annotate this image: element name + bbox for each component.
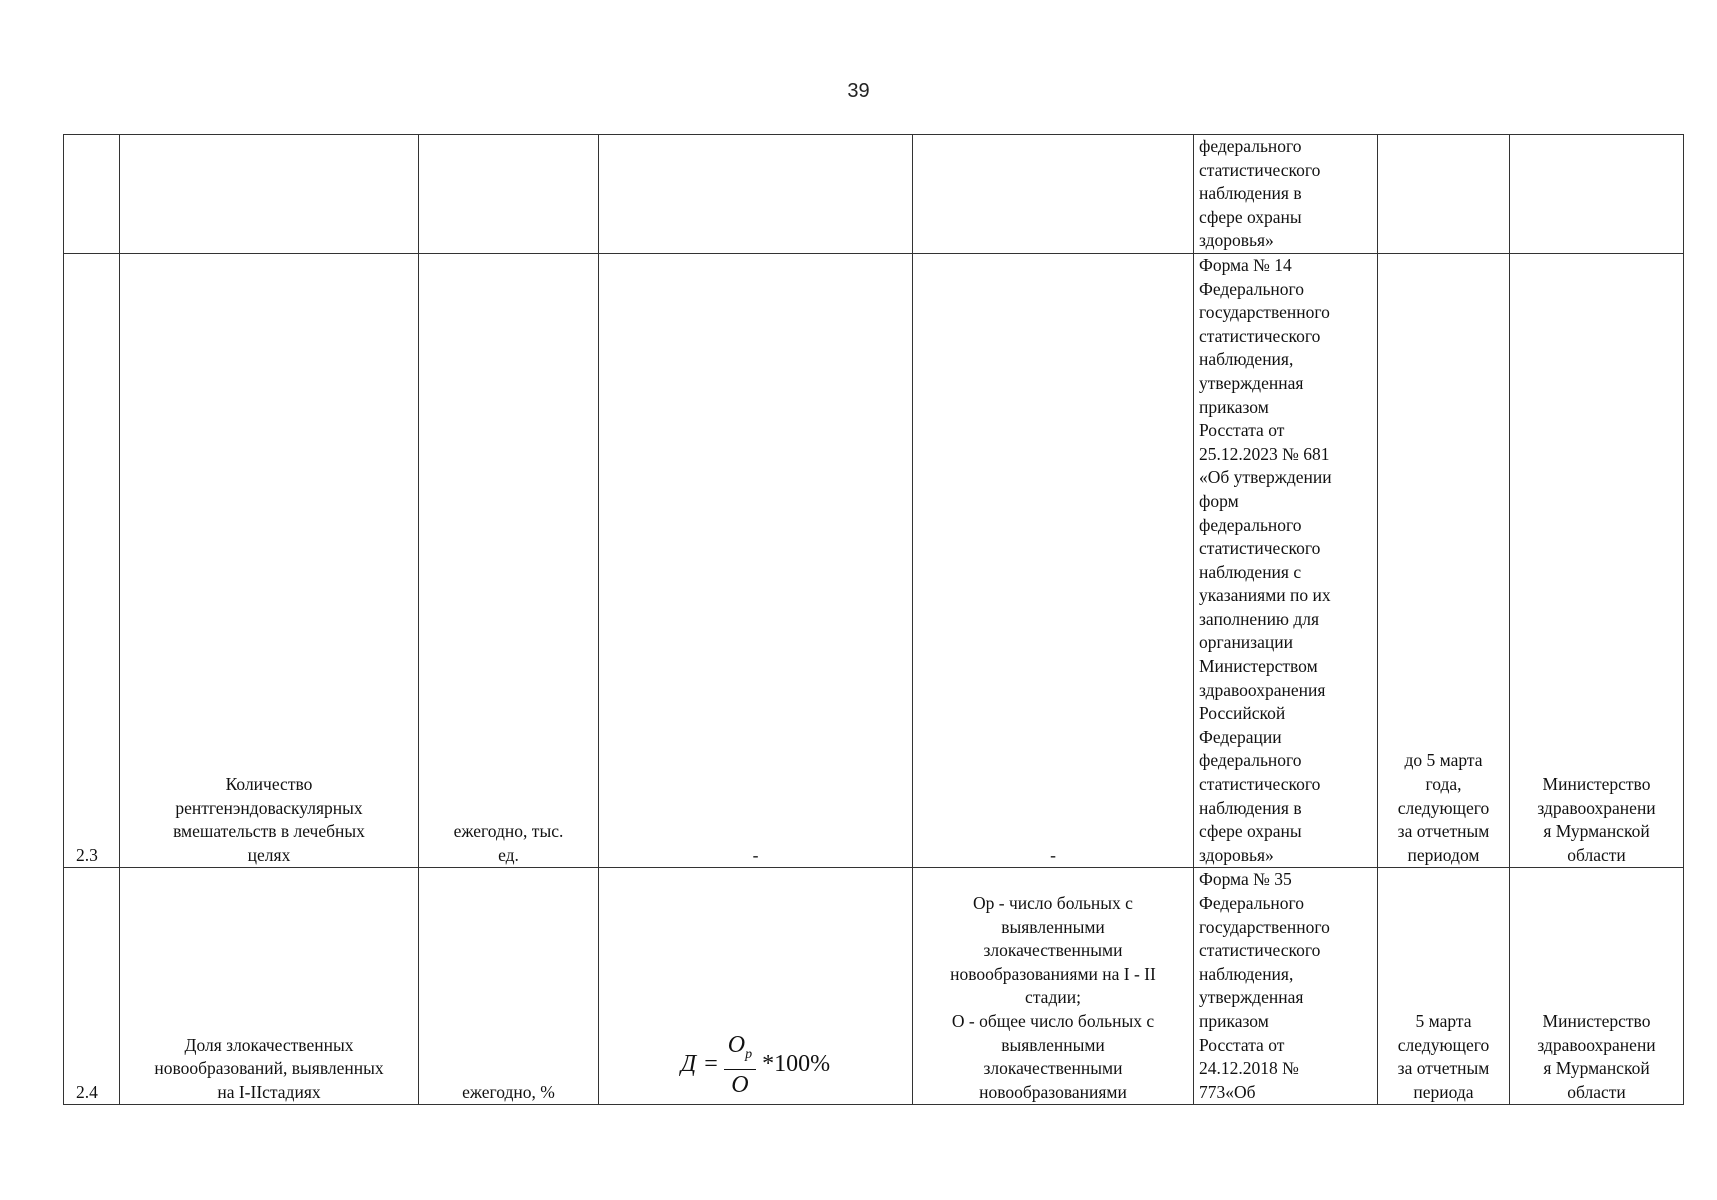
cell-periodicity: ежегодно, % (419, 868, 599, 1105)
cell-deadline: до 5 марта года, следующего за отчетным периодом (1378, 253, 1510, 867)
indicators-table (63, 134, 1684, 1105)
cell-number: 2.3 (64, 253, 120, 867)
cell-formula: - (599, 253, 913, 867)
formula (681, 1030, 830, 1101)
cell-number: 2.4 (64, 868, 120, 1105)
cell-responsible (1510, 135, 1684, 254)
cell-indicator-name (120, 135, 419, 254)
formula-numerator-subscript: р (745, 1046, 753, 1062)
cell-source: Форма № 35 Федерального государственного статистического наблюдения, утвержденная приказом Росстата от 24.12.2018 № 773«Об (1194, 868, 1378, 1105)
formula-multiplier: *100% (762, 1051, 831, 1078)
formula-lhs: Д (680, 1051, 697, 1078)
table-row (64, 868, 1684, 1105)
cell-responsible: Министерство здравоохранени я Мурманской области (1510, 868, 1684, 1105)
formula-denominator: О (731, 1072, 749, 1099)
cell-number (64, 135, 120, 254)
cell-formula (599, 868, 913, 1105)
cell-definitions: Ор - число больных с выявленными злокачественными новообразованиями на I - II стадии; О - общее число больных с выявленными злокачественными новообразованиями (913, 868, 1194, 1105)
table-row (64, 135, 1684, 254)
cell-responsible: Министерство здравоохранени я Мурманской области (1510, 253, 1684, 867)
formula-fraction (724, 1030, 756, 1101)
table-row (64, 253, 1684, 867)
cell-periodicity (419, 135, 599, 254)
cell-periodicity: ежегодно, тыс. ед. (419, 253, 599, 867)
cell-deadline: 5 марта следующего за отчетным периода (1378, 868, 1510, 1105)
formula-numerator: $О_р$ (724, 1030, 756, 1071)
page-number: 39 (847, 80, 870, 102)
cell-indicator-name: Доля злокачественных новообразований, выявленных на I-IIстадиях (120, 868, 419, 1105)
formula-equals: = (704, 1051, 718, 1078)
cell-definitions (913, 135, 1194, 254)
cell-indicator-name: Количество рентгенэндоваскулярных вмешательств в лечебных целях (120, 253, 419, 867)
cell-source: Форма № 14 Федерального государственного статистического наблюдения, утвержденная приказом Росстата от 25.12.2023 № 681 «Об утверждении форм федерального статистического наблюдения с указаниями по их заполнению для организации Министерством здравоохранения Российской Федерации федерального статистического наблюдения в сфере охраны здоровья» (1194, 253, 1378, 867)
cell-formula (599, 135, 913, 254)
cell-deadline (1378, 135, 1510, 254)
cell-definitions: - (913, 253, 1194, 867)
cell-source: федерального статистического наблюдения в сфере охраны здоровья» (1194, 135, 1378, 254)
